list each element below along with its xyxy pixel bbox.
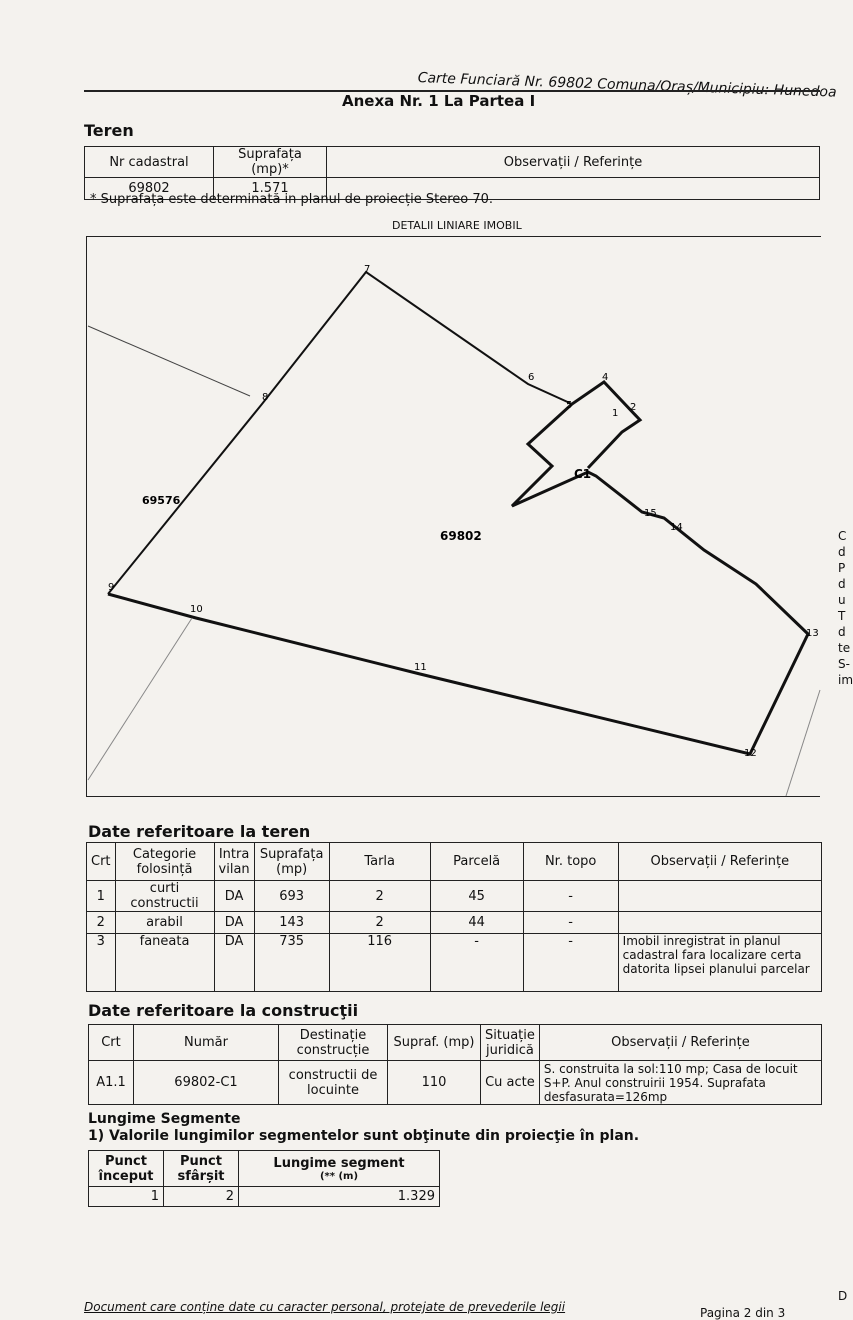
table-row [87, 881, 822, 912]
cell-start: 1 [89, 1187, 164, 1207]
col-destinatie: Destinație construcție [279, 1025, 388, 1061]
segmente-note: 1) Valorile lungimilor segmentelor sunt obţinute din proiecţie în plan. [88, 1128, 640, 1144]
edge-letter: T [838, 609, 846, 623]
light-line [88, 618, 192, 780]
teren-details-table [86, 842, 822, 992]
teren-nr-cadastral: 69802 [85, 178, 214, 200]
cell-situatie: Cu acte [481, 1061, 540, 1105]
cell-observatii [618, 881, 821, 912]
neighbor-label: 69576 [142, 494, 181, 507]
cell-tarla: 2 [329, 912, 430, 934]
teren-section-title: Teren [84, 121, 134, 140]
edge-letter: d [838, 545, 846, 559]
point-6: 6 [528, 372, 535, 383]
teren-col-nr: Nr cadastral [85, 147, 214, 178]
map-title: DETALII LINIARE IMOBIL [392, 219, 522, 232]
parcel-label: 69802 [440, 529, 482, 543]
constructii-title: Date referitoare la construcţii [88, 1001, 359, 1020]
cell-parcela: 45 [430, 881, 523, 912]
point-12: 12 [744, 748, 757, 759]
point-7: 7 [364, 264, 371, 275]
segmente-table [88, 1150, 440, 1207]
cell-suprafata: 143 [254, 912, 329, 934]
cell-categorie: arabil [115, 912, 214, 934]
teren-suprafata: 1.571 [214, 178, 327, 200]
cell-intravilan: DA [214, 934, 254, 992]
edge-letter: u [838, 593, 846, 607]
footer-text: Document care conține date cu caracter personal, protejate de prevederile legii [84, 1300, 566, 1314]
cell-tarla: 2 [329, 881, 430, 912]
cell-topo: - [523, 881, 618, 912]
point-2: 2 [630, 402, 637, 413]
segmente-title: Lungime Segmente [88, 1111, 241, 1127]
parcel-boundary [108, 382, 808, 754]
col-suprafata: Supraf. (mp) [388, 1025, 481, 1061]
point-8: 8 [262, 392, 269, 403]
point-14: 14 [670, 522, 683, 533]
edge-letter: P [838, 561, 846, 575]
cell-end: 2 [164, 1187, 239, 1207]
edge-letter: d [838, 625, 846, 639]
cell-topo: - [523, 912, 618, 934]
col-length [239, 1151, 440, 1187]
edge-letter: te [838, 641, 851, 655]
teren-col-suprafata: Suprafața (mp)* [214, 147, 327, 178]
cell-parcela: 44 [430, 912, 523, 934]
col-end: Punct sfârșit [164, 1151, 239, 1187]
cell-crt: 3 [87, 934, 116, 992]
parcel-west-boundary [108, 272, 572, 594]
table-row [87, 934, 822, 992]
point-5: 5 [566, 400, 573, 411]
point-11: 11 [414, 662, 427, 673]
header-title: Carte Funciară Nr. 69802 Comuna/Oraș/Municipiu: Hunedoa [417, 70, 837, 101]
annex-title: Anexa Nr. 1 La Partea I [342, 92, 536, 110]
constructii-table [88, 1024, 822, 1105]
teren-details-title: Date referitoare la teren [88, 822, 311, 841]
col-length-label: Lungime segment [273, 1155, 405, 1171]
cell-categorie: faneata [115, 934, 214, 992]
col-crt: Crt [89, 1025, 134, 1061]
cell-observatii [618, 912, 821, 934]
col-length-unit: (** (m) [319, 1170, 359, 1182]
col-observatii: Observații / Referințe [539, 1025, 821, 1061]
edge-letter: d [838, 577, 846, 591]
point-15: 15 [644, 508, 657, 519]
cell-tarla: 116 [329, 934, 430, 992]
cell-parcela: - [430, 934, 523, 992]
point-4: 4 [602, 372, 609, 383]
cell-observatii: Imobil inregistrat in planul cadastral fara localizare certa datorita lipsei planului parcelar [618, 934, 821, 992]
cell-observatii: S. construita la sol:110 mp; Casa de locuit S+P. Anul construirii 1954. Suprafata desfasurata=126mp [539, 1061, 821, 1105]
col-crt: Crt [87, 843, 116, 881]
edge-letter: im [838, 673, 853, 687]
table-row [87, 912, 822, 934]
building-label: C1 [574, 467, 592, 481]
page-number: Pagina 2 din 3 [700, 1306, 786, 1320]
cell-categorie: curti constructii [115, 881, 214, 912]
col-parcela: Parcelă [430, 843, 523, 881]
cell-crt: 2 [87, 912, 116, 934]
col-topo: Nr. topo [523, 843, 618, 881]
col-intravilan: Intra vilan [214, 843, 254, 881]
col-observatii: Observații / Referințe [618, 843, 821, 881]
col-categorie: Categorie folosință [115, 843, 214, 881]
cell-destinatie: constructii de locuinte [279, 1061, 388, 1105]
col-start: Punct început [89, 1151, 164, 1187]
col-tarla: Tarla [329, 843, 430, 881]
cell-suprafata: 735 [254, 934, 329, 992]
edge-letter: S- [838, 657, 850, 671]
edge-letter: C [838, 529, 847, 543]
cell-intravilan: DA [214, 881, 254, 912]
col-numar: Număr [134, 1025, 279, 1061]
light-line-east [786, 690, 820, 796]
teren-col-observatii: Observații / Referințe [327, 147, 820, 178]
cell-crt: A1.1 [89, 1061, 134, 1105]
cell-numar: 69802-C1 [134, 1061, 279, 1105]
cell-intravilan: DA [214, 912, 254, 934]
teren-note: * Suprafața este determinată in planul de proiecție Stereo 70. [90, 192, 494, 207]
point-9: 9 [108, 582, 115, 593]
col-situatie: Situație juridică [481, 1025, 540, 1061]
edge-letter-bottom: D [838, 1289, 848, 1303]
cell-suprafata: 693 [254, 881, 329, 912]
col-suprafata: Suprafața (mp) [254, 843, 329, 881]
neighbor-line [88, 326, 250, 396]
point-1: 1 [612, 408, 619, 419]
table-row [89, 1061, 822, 1105]
point-13: 13 [806, 628, 819, 639]
cell-length: 1.329 [239, 1187, 440, 1207]
cell-crt: 1 [87, 881, 116, 912]
cell-topo: - [523, 934, 618, 992]
table-row [89, 1187, 440, 1207]
cell-suprafata: 110 [388, 1061, 481, 1105]
point-10: 10 [190, 604, 203, 615]
